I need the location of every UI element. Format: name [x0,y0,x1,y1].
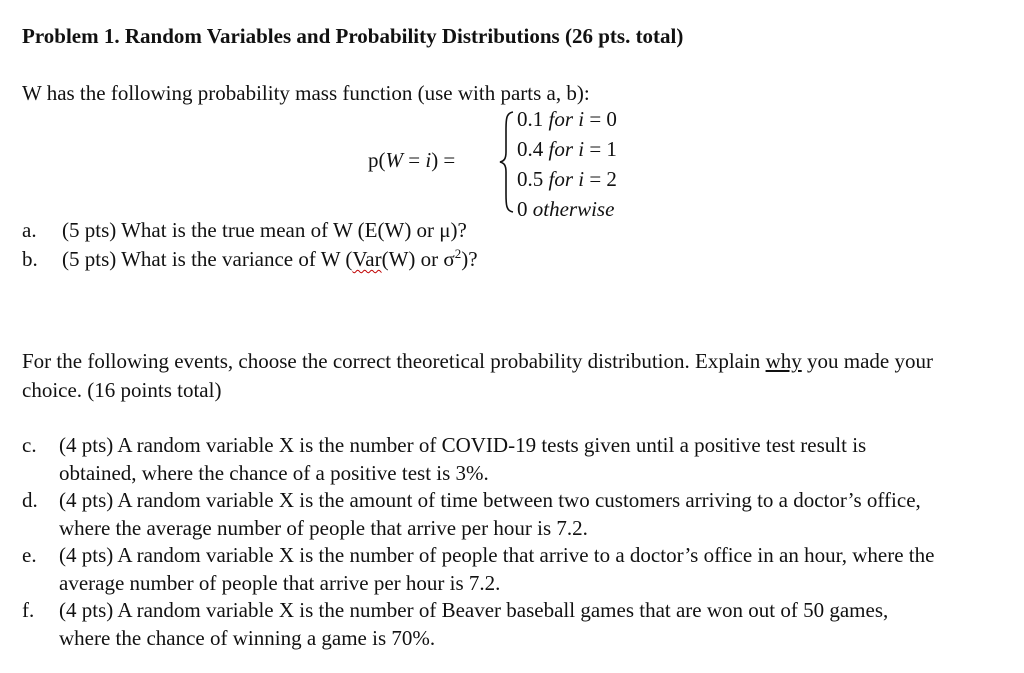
case-value: 0 [517,197,533,221]
part-d [22,486,982,542]
instructions-before: For the following events, choose the correct theoretical probability distribution. Explain [22,349,766,373]
pmf-case [517,134,617,164]
case-condition: for i [548,107,585,131]
part-b-text-before: (5 pts) What is the variance of W ( [62,247,353,271]
pmf-lhs-suffix: ) = [431,148,456,172]
pmf-lhs-idx: i [425,148,432,172]
pmf-lhs-eq: = [403,148,426,172]
case-condition: for i [548,137,585,161]
superscript: 2 [454,246,462,261]
part-b-text-after: (W) or σ [381,247,455,271]
part-b-end: )? [461,247,478,271]
case-value: 0.5 [517,167,549,191]
pmf-case [517,104,617,134]
part-label: c. [22,433,37,457]
case-value: 0.4 [517,137,549,161]
part-text: (4 pts) A random variable X is the amount of time between two customers arriving to a doctor’s office, where the average number of people that arrive per hour is 7.2. [59,488,921,540]
pmf-lhs-prefix: p( [368,148,386,172]
part-label: e. [22,543,37,567]
part-text: (4 pts) A random variable X is the number of Beaver baseball games that are won out of 50 games, where the chance of winning a game is 70%. [59,598,889,650]
pmf-intro: W has the following probability mass function (use with parts a, b): [22,81,590,105]
part-text: (5 pts) What is the true mean of W (E(W) or μ)? [62,218,467,242]
pmf-lhs [368,148,455,173]
case-rest: = 1 [584,137,617,161]
pmf-case [517,164,617,194]
spellcheck-word: Var [352,247,382,271]
case-value: 0.1 [517,107,549,131]
part-label: a. [22,218,37,242]
problem-title: Problem 1. Random Variables and Probability Distributions (26 pts. total) [22,24,684,48]
case-condition: for i [548,167,585,191]
part-c [22,431,982,487]
part-e [22,541,982,597]
pmf-case [517,194,617,224]
part-label: f. [22,598,35,622]
section-instructions [22,347,982,405]
left-brace-icon [499,110,515,214]
pmf-lhs-var: W [385,148,403,172]
part-label: d. [22,488,38,512]
part-label: b. [22,247,38,271]
pmf-cases [517,104,617,224]
pmf-formula [368,104,668,221]
part-text: (4 pts) A random variable X is the number of people that arrive to a doctor’s office in an hour, where the average number of people that arrive per hour is 7.2. [59,543,935,595]
part-f [22,596,982,652]
underlined-word: why [765,349,802,373]
instructions-after: you made your choice. (16 points total) [22,349,933,402]
case-rest: = 0 [584,107,617,131]
part-text: (4 pts) A random variable X is the number of COVID-19 tests given until a positive test result is obtained, where the chance of a positive test is 3%. [59,433,867,485]
case-rest: = 2 [584,167,617,191]
case-condition: otherwise [532,197,615,221]
part-text [62,247,478,272]
